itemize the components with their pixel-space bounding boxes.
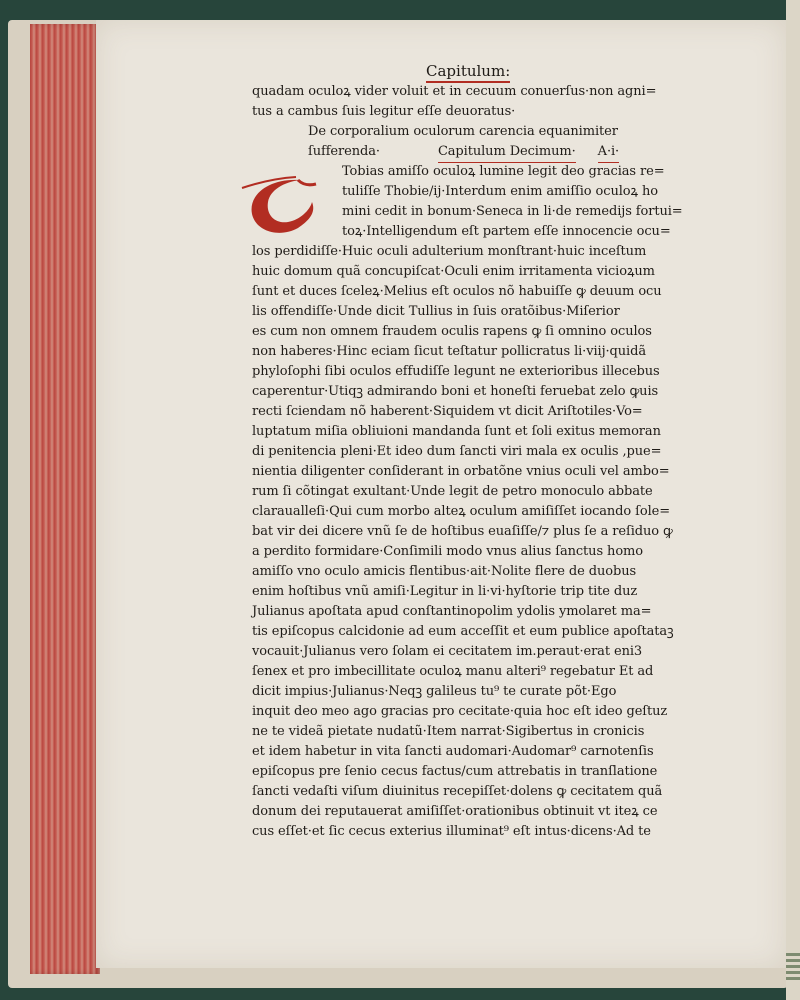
text-line: ſenex et pro imbecillitate oculoꝝ manu alteri⁹ regebatur Et ad [252, 664, 654, 679]
text-line: lis offendiſſe·Unde dicit Tullius in ſuis oratõibus·Miſerior [252, 304, 620, 319]
text-line: ne te videã pietate nudatũ·Item narrat·Sigibertus in cronicis [252, 724, 645, 739]
page-edges-rubricated [30, 24, 100, 974]
text-line: inquit deo meo ago gracias pro cecitate·quia hoc eſt ideo geſtuz [252, 704, 668, 719]
text-line: non haberes·Hinc eciam ſicut teſtatur pollicratus li·viij·quidã [252, 344, 646, 359]
text-line: nientia diligenter conſiderant in orbatõne vnius oculi vel ambo= [252, 464, 670, 479]
text-line: mini cedit in bonum·Seneca in li·de remedijs fortui= [342, 204, 683, 219]
text-line: ſancti vedaſti viſum diuinitus recepiſſet·dolens ꝙ cecitatem quã [252, 784, 663, 799]
text-line: los perdidiſſe·Huic oculi adulterium monſtrant·huic inceſtum [252, 244, 647, 259]
text-line: amiſſo vno oculo amicis flentibus·ait·Nolite flere de duobus [252, 564, 637, 579]
main-text-block [252, 62, 710, 842]
text-line: epiſcopus pre ſenio cecus factus/cum attrebatis in tranſlatione [252, 764, 658, 779]
text-line: bat vir dei dicere vnũ ſe de hoſtibus euaſiſſe/⁊ plus ſe a reſiduo ꝙ [252, 524, 673, 539]
text-line: quadam oculoꝝ vider voluit et in cecuum conuerſus·non agni= [252, 84, 657, 99]
text-line: ſufferenda· [308, 144, 380, 159]
text-line: De corporalium oculorum carencia equanimiter [308, 124, 618, 139]
edge-marks [786, 952, 800, 980]
text-line: caperentur·Utiqꝫ admirando boni et honeſti feruebat zelo ꝙuis [252, 384, 659, 399]
text-line: tuliſſe Thobie/ij·Interdum enim amiſſio oculoꝝ ho [342, 184, 658, 199]
text-line: Julianus apoſtata apud conſtantinopolim ydolis ymolaret ma= [252, 604, 652, 619]
text-line: rum ſi cõtingat exultant·Unde legit de petro monoculo abbate [252, 484, 653, 499]
text-line: di penitencia pleni·Et ideo dum ſancti viri mala ex oculis ,pue= [252, 444, 662, 459]
text-line: tis epiſcopus calcidonie ad eum acceſſit et eum publice apoſtataꝫ [252, 624, 674, 639]
chapter-heading: Capitulum Decimum· [438, 142, 576, 163]
text-line: donum dei reputauerat amiſiſſet·orationibus obtinuit vt iteꝝ ce [252, 804, 658, 819]
text-line: luptatum miſia obliuioni mandanda ſunt et ſoli exitus memoran [252, 424, 661, 439]
chapter-heading-line [252, 142, 710, 162]
text-line: dicit impius·Julianus·Neqꝫ galileus tu⁹ te curate põt·Ego [252, 684, 617, 699]
chapter-number: A·i· [598, 142, 619, 163]
text-line: tus a cambus ſuis legitur eſſe deuoratus· [252, 104, 516, 119]
text-line: recti ſciendam nõ haberent·Siquidem vt dicit Ariſtotiles·Vo= [252, 404, 643, 419]
text-line: et idem habetur in vita ſancti audomari·Audomar⁹ carnotenſis [252, 744, 654, 759]
text-line: ſunt et duces ſceleꝝ·Melius eſt oculos nõ habuiſſe ꝙ deuum ocu [252, 284, 662, 299]
text-line: toꝝ·Intelligendum eſt partem eſſe innocencie ocu= [342, 224, 671, 239]
text-line: enim hoſtibus vnũ amiſi·Legitur in li·vi·hyſtorie trip tite duz [252, 584, 638, 599]
text-line: phyloſophi ſibi oculos effudiſſe legunt ne exterioribus illecebus [252, 364, 660, 379]
text-line: es cum non omnem fraudem oculis rapens ꝙ ſi omnino oculos [252, 324, 652, 339]
right-page-edge [786, 0, 800, 1000]
text-line: vocauit·Julianus vero ſolam ei cecitatem im.peraut·erat eni3 [252, 644, 643, 659]
text-line: cus eſſet·et ſic cecus exterius illuminat⁹ eſt intus·dicens·Ad te [252, 824, 651, 839]
text-line: a perdito formidare·Conſimili modo vnus alius ſanctus homo [252, 544, 644, 559]
running-head: Capitulum: [426, 62, 510, 83]
text-line: claraualleſi·Qui cum morbo alteꝝ oculum amiſiſſet iocando ſole= [252, 504, 671, 519]
text-line: Tobias amiſſo oculoꝝ lumine legit deo gracias re= [342, 164, 665, 179]
text-line: huic domum quã concupiſcat·Oculi enim irritamenta vicioꝝum [252, 264, 655, 279]
